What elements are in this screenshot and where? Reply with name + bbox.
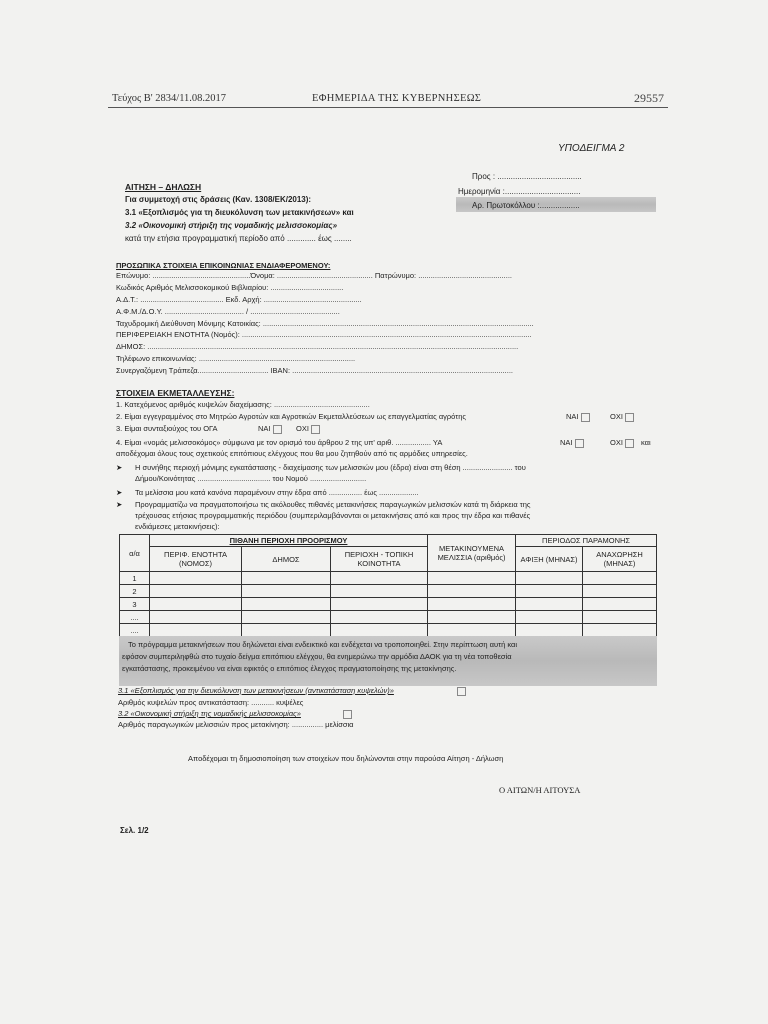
col-region: ΠΕΡΙΦ. ΕΝΟΤΗΤΑ (ΝΟΜΟΣ)	[150, 547, 242, 572]
bullet-arrow-icon: ➤	[116, 500, 123, 509]
col-area: ΠΕΡΙΟΧΗ - ΤΟΠΙΚΗ ΚΟΙΝΟΤΗΤΑ	[331, 547, 428, 572]
table-row	[120, 572, 657, 585]
region-line: ΠΕΡΙΦΕΡΕΙΑΚΗ ΕΝΟΤΗΤΑ (Νομός): ...........................................................................................................................................	[116, 330, 532, 339]
table-cell[interactable]	[150, 598, 242, 611]
col-departure: ΑΝΑΧΩΡΗΣΗ (ΜΗΝΑΣ)	[583, 547, 657, 572]
adt-line: Α.Δ.Τ.: ........................................ Εκδ. Αρχή: ...............................................	[116, 295, 362, 304]
table-cell[interactable]	[516, 624, 583, 637]
table-cell[interactable]	[428, 598, 516, 611]
table-cell[interactable]	[150, 585, 242, 598]
consent-text: Αποδέχομαι τη δημοσιοποίηση των στοιχείων που δηλώνονται στην παρούσα Αίτηση - Δήλωση	[188, 754, 504, 763]
table-cell[interactable]	[428, 624, 516, 637]
destination-table	[119, 534, 657, 637]
item-4-yes[interactable]	[560, 438, 584, 448]
issue-number: Τεύχος Β' 2834/11.08.2017	[112, 93, 227, 104]
bullet-3c: ενδιάμεσες μετακινήσεις):	[135, 522, 220, 531]
table-cell[interactable]	[583, 585, 657, 598]
checkbox[interactable]	[625, 413, 634, 422]
form-title: ΑΙΤΗΣΗ – ΔΗΛΩΣΗ	[125, 182, 202, 192]
table-cell[interactable]	[242, 572, 331, 585]
to-line: Προς : ......................................	[472, 172, 582, 181]
checkbox[interactable]	[273, 425, 282, 434]
table-cell[interactable]	[331, 585, 428, 598]
period-line: κατά την ετήσια προγραμματική περίοδο από ............. έως ........	[125, 234, 352, 243]
row-number: ....	[120, 611, 150, 624]
checkbox[interactable]	[311, 425, 320, 434]
no-label: ΟΧΙ	[610, 438, 623, 447]
bank-line: Συνεργαζόμενη Τράπεζα.................................. IBAN: ..........................................................................................................	[116, 366, 514, 375]
table-cell[interactable]	[583, 572, 657, 585]
notice-line-1: Το πρόγραμμα μετακινήσεων που δηλώνεται είναι ενδεικτικό και ενδέχεται να τροποποιηθεί. Στην περίπτωση αυτή και	[128, 640, 517, 649]
notice-line-3: εγκατάστασης, προκειμένου να είναι εφικτός ο επιτόπιος έλεγχος πραγματοποίησης της μετακίνησης.	[122, 664, 457, 673]
page-number: 29557	[634, 91, 664, 105]
item-1: 1. Κατεχόμενος αριθμός κυψελών διαχείμασης: ..............................................	[116, 400, 370, 409]
afm-line: Α.Φ.Μ./Δ.Ο.Υ. ...................................... / ...........................................	[116, 307, 340, 316]
exploitation-heading: ΣΤΟΙΧΕΙΑ ΕΚΜΕΤΑΛΛΕΥΣΗΣ:	[116, 388, 235, 398]
item-4b: αποδέχομαι όλους τους σχετικούς επιτόπιους ελέγχους που θα μου ζητηθούν από τις αρμόδιες υπηρεσίες.	[116, 449, 468, 458]
table-row	[120, 624, 657, 637]
action-32-checkbox[interactable]	[343, 710, 352, 719]
table-row	[120, 585, 657, 598]
bullet-arrow-icon: ➤	[116, 488, 123, 497]
table-cell[interactable]	[516, 572, 583, 585]
action-32-line: 3.2 «Οικονομική στήριξη της νομαδικής μελισσοκομίας»	[118, 709, 301, 718]
item-2-yes[interactable]	[566, 412, 590, 422]
table-cell[interactable]	[331, 624, 428, 637]
row-number: ....	[120, 624, 150, 637]
no-label: ΟΧΙ	[610, 412, 623, 421]
personal-heading: ΠΡΟΣΩΠΙΚΑ ΣΤΟΙΧΕΙΑ ΕΠΙΚΟΙΝΩΝΙΑΣ ΕΝΔΙΑΦΕΡΟΜΕΝΟΥ:	[116, 261, 331, 270]
col-aa: α/α	[120, 535, 150, 572]
item-4a: 4. Είμαι «νομάς μελισσοκόμος» σύμφωνα με τον ορισμό του άρθρου 2 της υπ' αριθ. ................. ΥΑ	[116, 438, 443, 447]
table-cell[interactable]	[150, 611, 242, 624]
table-cell[interactable]	[428, 611, 516, 624]
address-line: Ταχυδρομική Διεύθυνση Μόνιμης Κατοικίας: ..................................................................................................................................	[116, 319, 534, 328]
col-moved: ΜΕΤΑΚΙΝΟΥΜΕΝΑ ΜΕΛΙΣΣΙΑ (αριθμός)	[428, 535, 516, 572]
table-cell[interactable]	[331, 611, 428, 624]
checkbox[interactable]	[581, 413, 590, 422]
bullet-3b: τρέχουσας ετήσιας προγραμματικής περιόδου (συμπεριλαμβάνονται οι μετακινήσεις από και προς την έδρα και πιθανές	[135, 511, 531, 520]
table-cell[interactable]	[428, 572, 516, 585]
row-number: 1	[120, 572, 150, 585]
no-label: ΟΧΙ	[296, 424, 309, 433]
item-2: 2. Είμαι εγγεγραμμένος στο Μητρώο Αγροτών και Αγροτικών Εκμεταλλεύσεων ως επαγγελματίας αγρότης	[116, 412, 466, 421]
surname-line: Επώνυμο: ...............................................Όνομα: .............................................. Πατρώνυμο: .............................................	[116, 271, 512, 280]
action-2-title: 3.2 «Οικονομική στήριξη της νομαδικής μελισσοκομίας»	[125, 221, 338, 230]
page-indicator: Σελ. 1/2	[120, 826, 149, 835]
table-cell[interactable]	[242, 598, 331, 611]
table-cell[interactable]	[516, 611, 583, 624]
table-cell[interactable]	[242, 624, 331, 637]
action-1-title: 3.1 «Εξοπλισμός για τη διευκόλυνση των μετακινήσεων» και	[125, 208, 354, 217]
hives-line: Αριθμός κυψελών προς αντικατάσταση: ........... κυψέλες	[118, 698, 304, 707]
group-period: ΠΕΡΙΟΔΟΣ ΠΑΡΑΜΟΝΗΣ	[516, 535, 657, 547]
action-31-line: 3.1 «Εξοπλισμός για την διευκόλυνση των μετακινήσεων (αντικατάσταση κυψελών)»	[118, 686, 394, 695]
table-row	[120, 611, 657, 624]
item-4-tail: και	[641, 438, 651, 447]
signature-label: Ο ΑΙΤΩΝ/Η ΑΙΤΟΥΣΑ	[499, 785, 581, 795]
table-cell[interactable]	[150, 624, 242, 637]
group-destination: ΠΙΘΑΝΗ ΠΕΡΙΟΧΗ ΠΡΟΟΡΙΣΜΟΥ	[150, 535, 428, 547]
col-arrival: ΑΦΙΞΗ (ΜΗΝΑΣ)	[516, 547, 583, 572]
table-cell[interactable]	[583, 611, 657, 624]
table-row	[120, 598, 657, 611]
bullet-1a: Η συνήθης περιοχή μόνιμης εγκατάστασης - διαχείμασης των μελισσιών μου (έδρα) είναι στη θέση ........................ του	[135, 463, 526, 472]
gazette-title: ΕΦΗΜΕΡΙΔΑ ΤΗΣ ΚΥΒΕΡΝΗΣΕΩΣ	[312, 93, 482, 104]
model-label: ΥΠΟΔΕΙΓΜΑ 2	[558, 143, 625, 154]
date-line: Ημερομηνία :..................................	[458, 187, 581, 196]
yes-label: ΝΑΙ	[560, 438, 573, 447]
table-cell[interactable]	[242, 585, 331, 598]
table-cell[interactable]	[516, 585, 583, 598]
bullet-3a: Προγραμματίζω να πραγματοποιήσω τις ακόλουθες πιθανές μετακινήσεις παραγωγικών μελισσιών κατά τη διάρκεια της	[135, 500, 531, 509]
row-number: 3	[120, 598, 150, 611]
form-subtitle: Για συμμετοχή στις δράσεις (Καν. 1308/ΕΚ/2013):	[125, 195, 312, 204]
table-cell[interactable]	[516, 598, 583, 611]
protocol-line: Αρ. Πρωτοκόλλου :..................	[472, 201, 580, 210]
header-rule	[108, 107, 668, 108]
code-line: Κωδικός Αριθμός Μελισσοκομικού Βιβλιαρίου: ...................................	[116, 283, 344, 292]
row-number: 2	[120, 585, 150, 598]
item-2-no[interactable]	[610, 412, 634, 422]
checkbox[interactable]	[575, 439, 584, 448]
table-cell[interactable]	[331, 572, 428, 585]
bullet-arrow-icon: ➤	[116, 463, 123, 472]
table-cell[interactable]	[242, 611, 331, 624]
table-cell[interactable]	[583, 624, 657, 637]
table-cell[interactable]	[428, 585, 516, 598]
bullet-2: Τα μελίσσια μου κατά κανόνα παραμένουν στην έδρα από ................ έως ...................	[135, 488, 419, 497]
table-cell[interactable]	[583, 598, 657, 611]
table-cell[interactable]	[331, 598, 428, 611]
yes-label: ΝΑΙ	[566, 412, 579, 421]
col-municipality: ΔΗΜΟΣ	[242, 547, 331, 572]
yes-label: ΝΑΙ	[258, 424, 271, 433]
item-3-yes[interactable]	[258, 424, 282, 434]
table-cell[interactable]	[150, 572, 242, 585]
bullet-1b: Δήμου/Κοινότητας ................................... του Νομού ...........................	[135, 474, 367, 483]
phone-line: Τηλέφωνο επικοινωνίας: ...........................................................................	[116, 354, 356, 363]
notice-line-2: εφόσον συμπεριληφθώ στο τυχαίο δείγμα επιτόπιου ελέγχου, θα ενημερώνω την αρμόδια ΔΑΟΚ για τη νέα τοποθεσία	[122, 652, 512, 661]
item-4-no[interactable]	[610, 438, 634, 448]
item-3-no[interactable]	[296, 424, 320, 434]
item-3: 3. Είμαι συνταξιούχος του ΟΓΑ	[116, 424, 218, 433]
action-31-checkbox[interactable]	[457, 687, 466, 696]
colonies-line: Αριθμός παραγωγικών μελισσιών προς μετακίνηση: ............... μελίσσια	[118, 720, 354, 729]
municipality-line: ΔΗΜΟΣ: ..................................................................................................................................................................................	[116, 342, 519, 351]
checkbox[interactable]	[625, 439, 634, 448]
